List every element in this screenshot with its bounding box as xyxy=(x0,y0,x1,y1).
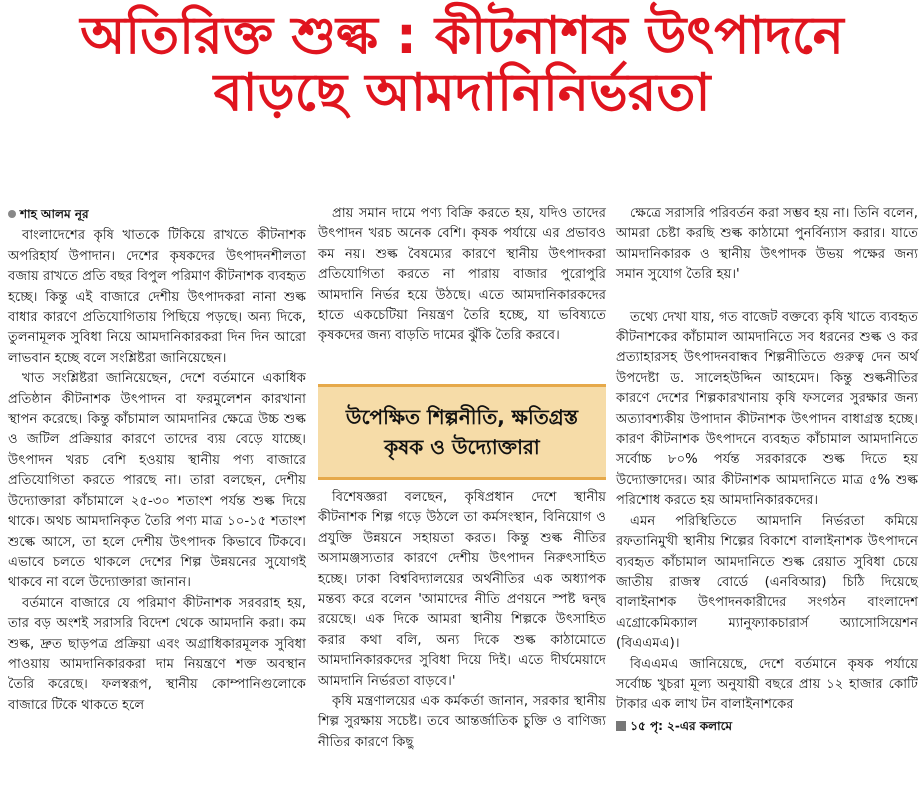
paragraph: বর্তমানে বাজারে যে পরিমাণ কীটনাশক সরবরাহ হয়, তার বড় অংশই সরাসরি বিদেশ থেকে আমদানি করা। কম শুল্ক, দ্রুত ছাড়পত্র প্রক্রিয়া এবং অগ্রাধিকারমূলক সুবিধা পাওয়ায় আমদানিকারকরা দাম নিয়ন্ত্রণে শক্ত অবস্থান তৈরি করেছে। ফলস্বরূপ, স্থানীয় কোম্পানিগুলোকে বাজারে টিকে থাকতে হলে xyxy=(8,595,306,713)
paragraph: তথ্যে দেখা যায়, গত বাজেট বক্তব্যে কৃষি খাতে ব্যবহৃত কীটনাশকের কাঁচামাল আমদানিতে সব ধরনের শুল্ক ও কর প্রত্যাহারসহ উৎপাদনবান্ধব শিল্পনীতিতে গুরুত্ব দেন অর্থ উপদেষ্টা ড. সালেহউদ্দিন আহমেদ। কিন্তু শুল্কনীতির কারণে দেশের শিল্পকারখানায় কৃষি ফসলের সুরক্ষার জন্য অত্যাবশ্যকীয় উপাদান কীটনাশক উৎপাদন বাধাগ্রস্ত হচ্ছে। কারণ কীটনাশক উৎপাদনে ব্যবহৃত কাঁচামাল আমদানিতে সর্বোচ্চ ৮০% পর্যন্ত সরকারকে শুল্ক দিতে হয় উদ্যোক্তাদের। আর কীটনাশক আমদানিতে মাত্র ৫% শুল্ক পরিশোধ করতে হয় আমদানিকারকদের। xyxy=(616,309,918,509)
article-column-1 xyxy=(8,204,306,716)
paragraph: প্রায় সমান দামে পণ্য বিক্রি করতে হয়, যদিও তাদের উৎপাদন খরচ অনেক বেশি। কৃষক পর্যায়ে এর প্রভাবও কম নয়। শুল্ক বৈষম্যের কারণে স্থানীয় উৎপাদকরা প্রতিযোগিতা করতে না পারায় বাজার পুরোপুরি আমদানি নির্ভর হয়ে উঠছে। এতে আমদানিকারকদের হাতে একচেটিয়া নিয়ন্ত্রণ তৈরি হচ্ছে, যা ভবিষ্যতে কৃষকদের জন্য বাড়তি দামের ঝুঁকি তৈরি করবে। xyxy=(318,206,606,344)
headline-line-1: অতিরিক্ত শুল্ক : কীটনাশক উৎপাদনে xyxy=(80,6,844,66)
headline-line-2: বাড়ছে আমদানিনির্ভরতা xyxy=(213,63,711,124)
article-column-3 xyxy=(616,204,918,736)
paragraph: বিএএমএ জানিয়েছে, দেশে বর্তমানে কৃষক পর্যায়ে সর্বোচ্চ খুচরা মূল্য অনুযায়ী বছরে প্রায় ১২ হাজার কোটি টাকার এক লাখ টন বালাইনাশকের xyxy=(616,656,918,713)
continuation-text: ১৫ পৃ: ২-এর কলামে xyxy=(630,718,733,733)
paragraph: বাংলাদেশের কৃষি খাতকে টিকিয়ে রাখতে কীটনাশক অপরিহার্য উপাদান। দেশের কৃষকদের উৎপাদনশীলতা বজায় রাখতে প্রতি বছর বিপুল পরিমাণ কীটনাশক ব্যবহৃত হচ্ছে। কিন্তু এই বাজারে দেশীয় উৎপাদকরা নানা শুল্ক বাধার কারণে প্রতিযোগিতায় পিছিয়ে পড়ছে। অন্য দিকে, তুলনামূলক সুবিধা নিয়ে আমদানিকারকরা দিন দিন আরো লাভবান হচ্ছে বলে সংশ্লিষ্টরা জানিয়েছেন। xyxy=(8,228,306,366)
article-column-2-bottom xyxy=(318,488,606,753)
paragraph: ক্ষেত্রে সরাসরি পরিবর্তন করা সম্ভব হয় না। তিনি বলেন, আমরা চেষ্টা করছি শুল্ক কাঠামো পুনর্বিন্যাস করার। যাতে আমদানিকারক ও স্থানীয় উৎপাদক উভয় পক্ষের জন্য সমান সুযোগ তৈরি হয়।' xyxy=(616,206,918,283)
byline xyxy=(8,204,306,224)
paragraph: এমন পরিস্থিতিতে আমদানি নির্ভরতা কমিয়ে রফতানিমুখী স্থানীয় শিল্পের বিকাশে বালাইনাশক উৎপাদনে ব্যবহৃত কাঁচামাল আমদানিতে শুল্ক রেয়াত সুবিধা চেয়ে জাতীয় রাজস্ব বোর্ডে (এনবিআর) চিঠি দিয়েছে বালাইনাশক উৎপাদনকারীদের সংগঠন বাংলাদেশ এগ্রোকেমিক্যাল ম্যানুফ্যাকচারার্স অ্যাসোসিয়েশন (বিএএমএ)। xyxy=(616,513,918,652)
headline xyxy=(0,8,924,122)
paragraph: খাত সংশ্লিষ্টরা জানিয়েছেন, দেশে বর্তমানে একাধিক প্রতিষ্ঠান কীটনাশক উৎপাদন বা ফরমুলেশন কারখানা স্থাপন করেছে। কিন্তু কাঁচামাল আমদানির ক্ষেত্রে উচ্চ শুল্ক ও জটিল প্রক্রিয়ার কারণে তাদের ব্যয় বেড়ে যাচ্ছে। উৎপাদন খরচ বেশি হওয়ায় স্থানীয় পণ্য বাজারে প্রতিযোগিতা করতে পারছে না। তারা বলছেন, দেশীয় উদ্যোক্তারা কাঁচামালে ২৫-৩০ শতাংশ পর্যন্ত শুল্ক দিয়ে থাকে। অথচ আমদানিকৃত তৈরি পণ্য মাত্র ১০-১৫ শতাংশ শুল্কে আসে, তা হলে দেশীয় উৎপাদক কিভাবে টিকবে। এভাবে চলতে থাকলে দেশের শিল্প উন্নয়নের সুযোগই থাকবে না বলে উদ্যোক্তারা জানান। xyxy=(8,371,306,591)
paragraph: বিশেষজ্ঞরা বলছেন, কৃষিপ্রধান দেশে স্থানীয় কীটনাশক শিল্প গড়ে উঠলে তা কর্মসংস্থান, বিনিয়োগ ও প্রযুক্তি উন্নয়নে সহায়তা করত। কিন্তু শুল্ক নীতির অসামঞ্জস্যতার কারণে দেশীয় উৎপাদন নিরুৎসাহিত হচ্ছে। ঢাকা বিশ্ববিদ্যালয়ের অর্থনীতির এক অধ্যাপক মন্তব্য করে বলেন 'আমাদের নীতি প্রণয়নে স্পষ্ট দ্বন্দ্ব রয়েছে। এক দিকে আমরা স্থানীয় শিল্পকে উৎসাহিত করার কথা বলি, অন্য দিকে শুল্ক কাঠামোতে আমদানিকারকদের সুবিধা দিয়ে দিই। এতে দীর্ঘমেয়াদে আমদানি নির্ভরতা বাড়বে।' xyxy=(318,490,606,689)
paragraph: কৃষি মন্ত্রণালয়ের এক কর্মকর্তা জানান, সরকার স্থানীয় শিল্প সুরক্ষায় সচেষ্ট। তবে আন্তর্জাতিক চুক্তি ও বাণিজ্য নীতির কারণে কিছু xyxy=(318,694,606,750)
subheading: উপেক্ষিত শিল্পনীতি, ক্ষতিগ্রস্ত কৃষক ও উদ্যোক্তারা xyxy=(345,405,579,459)
byline-bullet-icon xyxy=(8,210,16,218)
continuation-arrow-icon xyxy=(616,721,626,731)
byline-author: শাহ আলম নূর xyxy=(20,207,89,221)
continuation-note xyxy=(616,716,918,736)
article-column-2-top xyxy=(318,204,606,347)
subheading-box xyxy=(318,384,606,480)
